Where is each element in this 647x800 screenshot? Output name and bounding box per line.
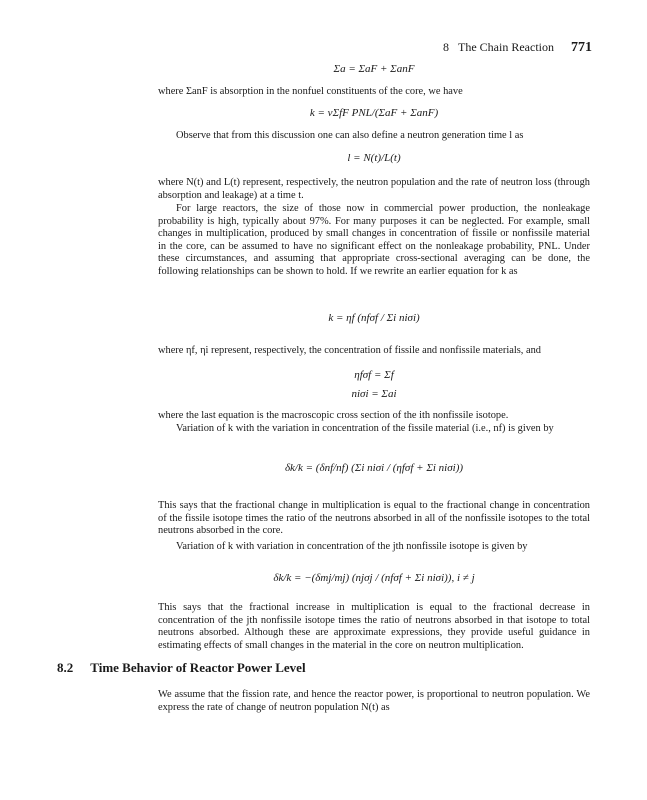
paragraph-macroscopic: where the last equation is the macroscopic cross section of the ith nonfissile isotope. bbox=[158, 410, 509, 421]
paragraph-nonfissile-variation: Variation of k with variation in concentration of the jth nonfissile isotope is given by bbox=[176, 541, 528, 552]
paragraph-concentrations: where ηf, ηi represent, respectively, the concentration of fissile and nonfissile materials, and bbox=[158, 345, 541, 356]
equation-nonfissile-variation: δk/k = −(δmj/mj) (njσj / (nfσf + Σi niσi)), i ≠ j bbox=[273, 572, 475, 584]
chapter-title: The Chain Reaction bbox=[458, 40, 554, 54]
section-title: Time Behavior of Reactor Power Level bbox=[90, 660, 306, 675]
paragraph-fission-rate: We assume that the fission rate, and hence the reactor power, is proportional to neutron population. We express the rate of change of neutron population N(t) as bbox=[158, 689, 590, 713]
paragraph-population-loss: where N(t) and L(t) represent, respectively, the neutron population and the rate of neutron loss (through absorption and leakage) at a time t. bbox=[158, 177, 590, 201]
chapter-number: 8 bbox=[443, 40, 450, 54]
equation-absorption-sum: Σa = ΣaF + ΣanF bbox=[333, 63, 415, 75]
equation-generation-time: l = N(t)/L(t) bbox=[347, 152, 401, 164]
equation-k-rewrite: k = ηf (nfσf / Σi niσi) bbox=[328, 312, 420, 324]
paragraph-fissile-variation: Variation of k with the variation in concentration of the fissile material (i.e., nf) is given by bbox=[176, 423, 554, 434]
equation-fissile-cross-section: ηfσf = Σf bbox=[354, 369, 394, 381]
paragraph-large-reactors: For large reactors, the size of those now in commercial power production, the nonleakage probability is high, typically about 97%. For many purposes it can be neglected. For example, small changes in multiplication, produced by small changes in concentration of fissile or nonfissile material in the core, can be assumed to have no significant effect on the nonleakage probability, PNL. Under these circumstances, and assuming that appropriate cross-sectional averaging can be done, the following relationships can be shown to hold. If we rewrite an earlier equation for k as bbox=[158, 203, 590, 277]
section-heading bbox=[57, 660, 320, 676]
page-number: 771 bbox=[571, 40, 592, 55]
paragraph-nonfissile-interpretation: This says that the fractional increase in multiplication is equal to the fractional decrease in concentration of the jth nonfissile isotope times the ratio of neutrons absorbed in that isotope to total neutrons absorbed. Although these are approximate expressions, they provide useful guidance in estimating effects of small changes in the material in the core on neutron multiplication. bbox=[158, 602, 590, 651]
running-header bbox=[443, 40, 592, 56]
equation-fissile-variation: δk/k = (δnf/nf) (Σi niσi / (ηfσf + Σi niσi)) bbox=[284, 462, 464, 474]
paragraph-generation-time: Observe that from this discussion one can also define a neutron generation time l as bbox=[176, 130, 524, 141]
equation-k-definition: k = νΣfF PNL/(ΣaF + ΣanF) bbox=[309, 107, 439, 119]
paragraph-nonfuel: where ΣanF is absorption in the nonfuel constituents of the core, we have bbox=[158, 86, 463, 97]
section-number: 8.2 bbox=[57, 660, 74, 675]
paragraph-fissile-interpretation: This says that the fractional change in multiplication is equal to the fractional change in concentration of the fissile isotope times the ratio of the neutrons absorbed in all of the nonfissile isotopes to the total neutrons absorbed in the core. bbox=[158, 500, 590, 537]
equation-nonfissile-cross-section: niσi = Σai bbox=[351, 388, 397, 400]
